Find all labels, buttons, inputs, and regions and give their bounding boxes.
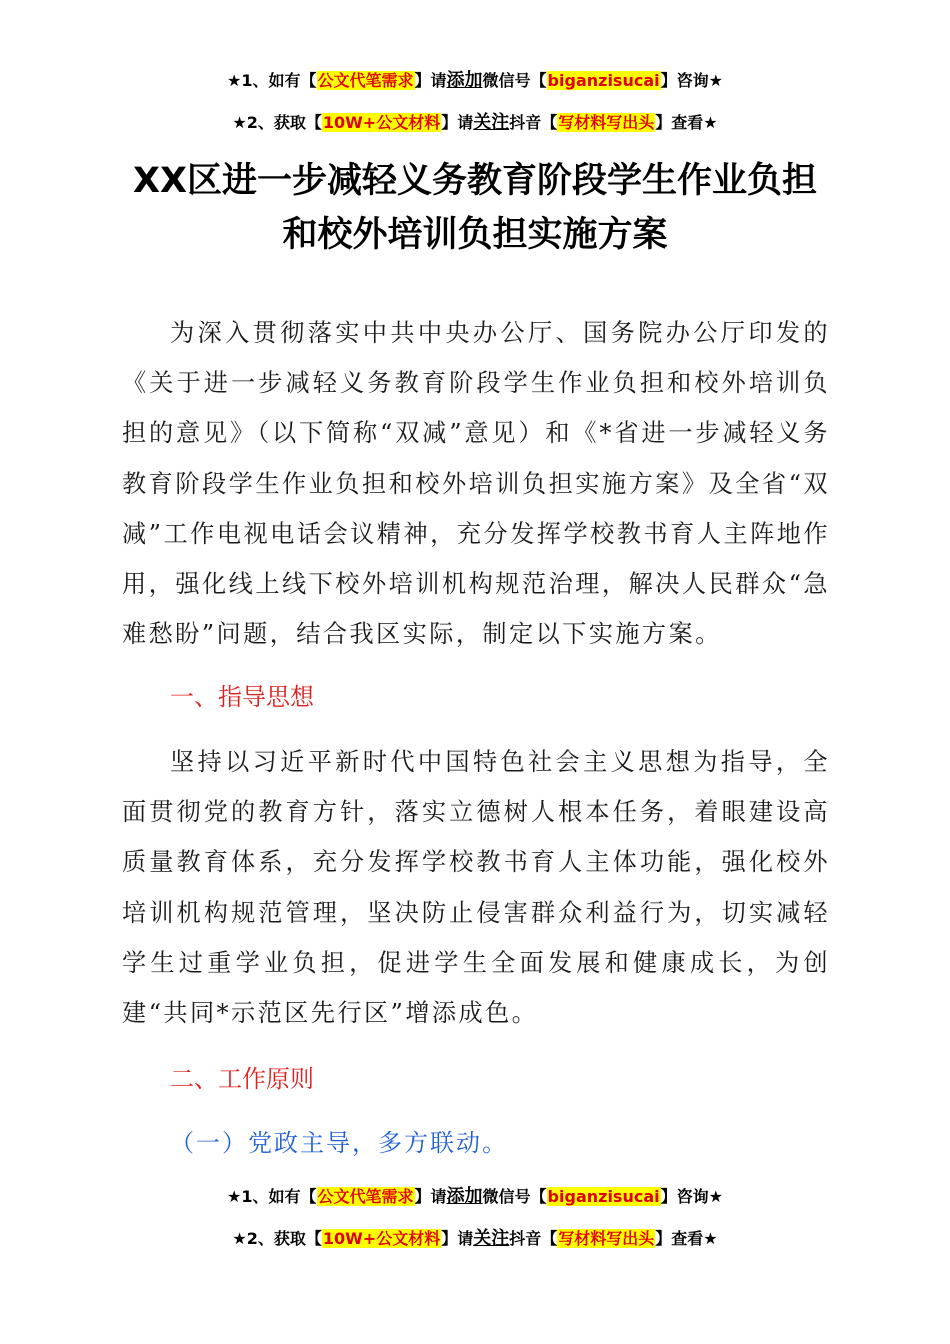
top-banner-line-2 xyxy=(0,112,950,134)
document-title-line-2: 和校外培训负担实施方案 xyxy=(282,215,668,255)
banner-text: ★2、获取【 xyxy=(232,1229,322,1248)
section-paragraph-guiding-ideology: 坚持以习近平新时代中国特色社会主义思想为指导，全面贯彻党的教育方针，落实立德树人根本任务，着眼建设高质量教育体系，充分发挥学校教书育人主体功能，强化校外培训机构规范管理，坚决防止侵害群众利益行为，切实减轻学生过重学业负担，促进学生全面发展和健康成长，为创建“共同*示范区先行区”增添成色。 xyxy=(122,748,830,1028)
underlined-action: 关注 xyxy=(473,112,510,133)
banner-text: 】查看★ xyxy=(655,113,718,132)
banner-text: 】查看★ xyxy=(655,1229,718,1248)
banner-text: ★2、获取【 xyxy=(232,113,322,132)
highlight-materials: 10W+公文材料 xyxy=(322,113,441,132)
top-banner-line-1 xyxy=(0,70,950,92)
intro-paragraph: 为深入贯彻落实中共中央办公厅、国务院办公厅印发的《关于进一步减轻义务教育阶段学生作业负担和校外培训负担的意见》（以下简称“双减”意见）和《*省进一步减轻义务教育阶段学生作业负担和校外培训负担实施方案》及全省“双减”工作电视电话会议精神，充分发挥学校教书育人主阵地作用，强化线上线下校外培训机构规范治理，解决人民群众“急难愁盼”问题，结合我区实际，制定以下实施方案。 xyxy=(122,319,830,649)
highlight-douyin-id: 写材料写出头 xyxy=(558,1229,655,1248)
section-heading-work-principles: 二、工作原则 xyxy=(170,1065,314,1093)
bottom-banner-line-2 xyxy=(0,1228,950,1250)
bottom-banner-line-1 xyxy=(0,1186,950,1208)
banner-text: 微信号【 xyxy=(482,1187,547,1206)
banner-text: 】请 xyxy=(441,113,474,132)
underlined-action: 添加 xyxy=(446,70,483,91)
underlined-action: 关注 xyxy=(473,1228,510,1249)
highlight-service: 公文代笔需求 xyxy=(317,1187,414,1206)
highlight-materials: 10W+公文材料 xyxy=(322,1229,441,1248)
subheading-party-leadership: （一）党政主导，多方联动。 xyxy=(170,1129,508,1157)
highlight-wechat-id: biganzisucai xyxy=(547,71,660,90)
banner-text: 抖音【 xyxy=(509,113,558,132)
highlight-douyin-id: 写材料写出头 xyxy=(558,113,655,132)
banner-text: 】咨询★ xyxy=(660,71,723,90)
banner-text: 】咨询★ xyxy=(660,1187,723,1206)
banner-text: 】请 xyxy=(414,71,447,90)
banner-text: 抖音【 xyxy=(509,1229,558,1248)
banner-text: 】请 xyxy=(414,1187,447,1206)
highlight-wechat-id: biganzisucai xyxy=(547,1187,660,1206)
banner-text: ★1、如有【 xyxy=(227,71,317,90)
underlined-action: 添加 xyxy=(446,1186,483,1207)
banner-text: 微信号【 xyxy=(482,71,547,90)
document-title-line-1: XX区进一步减轻义务教育阶段学生作业负担 xyxy=(133,161,817,201)
highlight-service: 公文代笔需求 xyxy=(317,71,414,90)
section-heading-guiding-ideology: 一、指导思想 xyxy=(170,683,314,711)
banner-text: 】请 xyxy=(441,1229,474,1248)
banner-text: ★1、如有【 xyxy=(227,1187,317,1206)
